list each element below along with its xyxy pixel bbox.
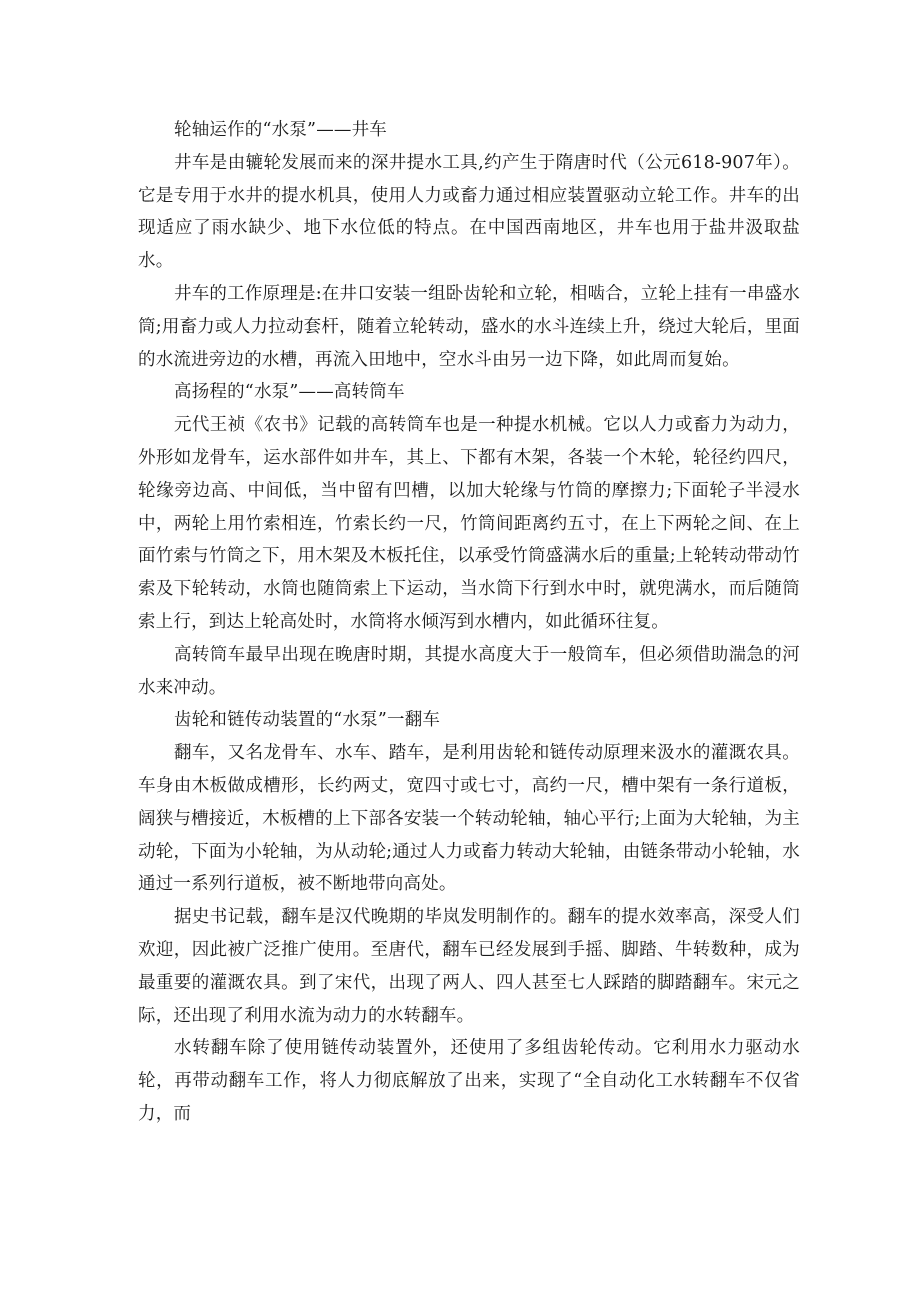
paragraph-high-lift-wheel-description: 元代王祯《农书》记载的高转筒车也是一种提水机械。它以人力或畜力为动力，外形如龙骨车，运水部件如井车，其上、下都有木架，各装一个木轮，轮径约四尺，轮缘旁边高、中间低，当中留有凹槽，以加大轮缘与竹筒的摩擦力;下面轮子半浸水中，两轮上用竹索相连，竹索长约一尺，竹筒间距离约五寸，在上下两轮之间、在上面竹索与竹筒之下，用木架及木板托住，以承受竹筒盛满水后的重量;上轮转动带动竹索及下轮转动，水筒也随筒索上下运动，当水筒下行到水中时，就兜满水，而后随筒索上行，到达上轮高处时，水筒将水倾泻到水槽内，如此循环往复。 bbox=[138, 415, 800, 632]
paragraph-well-wheel-intro: 井车是由辘轮发展而来的深井提水工具,约产生于隋唐时代（公元618-907年）。它是专用于水井的提水机具，使用人力或畜力通过相应装置驱动立轮工作。井车的出现适应了雨水缺少、地下水位低的特点。在中国西南地区，井车也用于盐井汲取盐水。 bbox=[138, 152, 800, 272]
paragraph-water-powered-chain-pump: 水转翻车除了使用链传动装置外，还使用了多组齿轮传动。它利用水力驱动水轮，再带动翻车工作，将人力彻底解放了出来，实现了“全自动化工水转翻车不仅省力，而 bbox=[138, 1038, 800, 1124]
paragraph-high-lift-wheel-history: 高转筒车最早出现在晚唐时期，其提水高度大于一般筒车，但必须借助湍急的河水来冲动。 bbox=[138, 644, 800, 698]
section-heading-well-wheel: 轮轴运作的“水泵”——井车 bbox=[174, 120, 387, 140]
section-heading-high-lift-wheel: 高扬程的“水泵”——高转筒车 bbox=[174, 382, 405, 403]
section-heading-chain-pump: 齿轮和链传动装置的“水泵”一翻车 bbox=[174, 710, 441, 731]
paragraph-well-wheel-principle: 井车的工作原理是:在井口安装一组卧齿轮和立轮，相啮合，立轮上挂有一串盛水筒;用畜力或人力拉动套杆，随着立轮转动，盛水的水斗连续上升，绕过大轮后，里面的水流进旁边的水槽，再流入田地中，空水斗由另一边下降，如此周而复始。 bbox=[138, 283, 800, 370]
document-body bbox=[138, 114, 800, 1131]
paragraph-chain-pump-history: 据史书记载，翻车是汉代晚期的毕岚发明制作的。翻车的提水效率高，深受人们欢迎，因此被广泛推广使用。至唐代，翻车已经发展到手摇、脚踏、牛转数种，成为最重要的灌溉农具。到了宋代，出现了两人、四人甚至七人踩踏的脚踏翻车。宋元之际，还出现了利用水流为动力的水转翻车。 bbox=[138, 907, 800, 1026]
paragraph-chain-pump-description: 翻车，又名龙骨车、水车、踏车，是利用齿轮和链传动原理来汲水的灌溉农具。车身由木板做成槽形，长约两丈，宽四寸或七寸，高约一尺，槽中架有一条行道板，阔狭与槽接近，木板槽的上下部各安装一个转动轮轴，轴心平行;上面为大轮轴，为主动轮，下面为小轮轴，为从动轮;通过人力或畜力转动大轮轴，由链条带动小轮轴，水通过一系列行道板，被不断地带向高处。 bbox=[138, 743, 800, 895]
